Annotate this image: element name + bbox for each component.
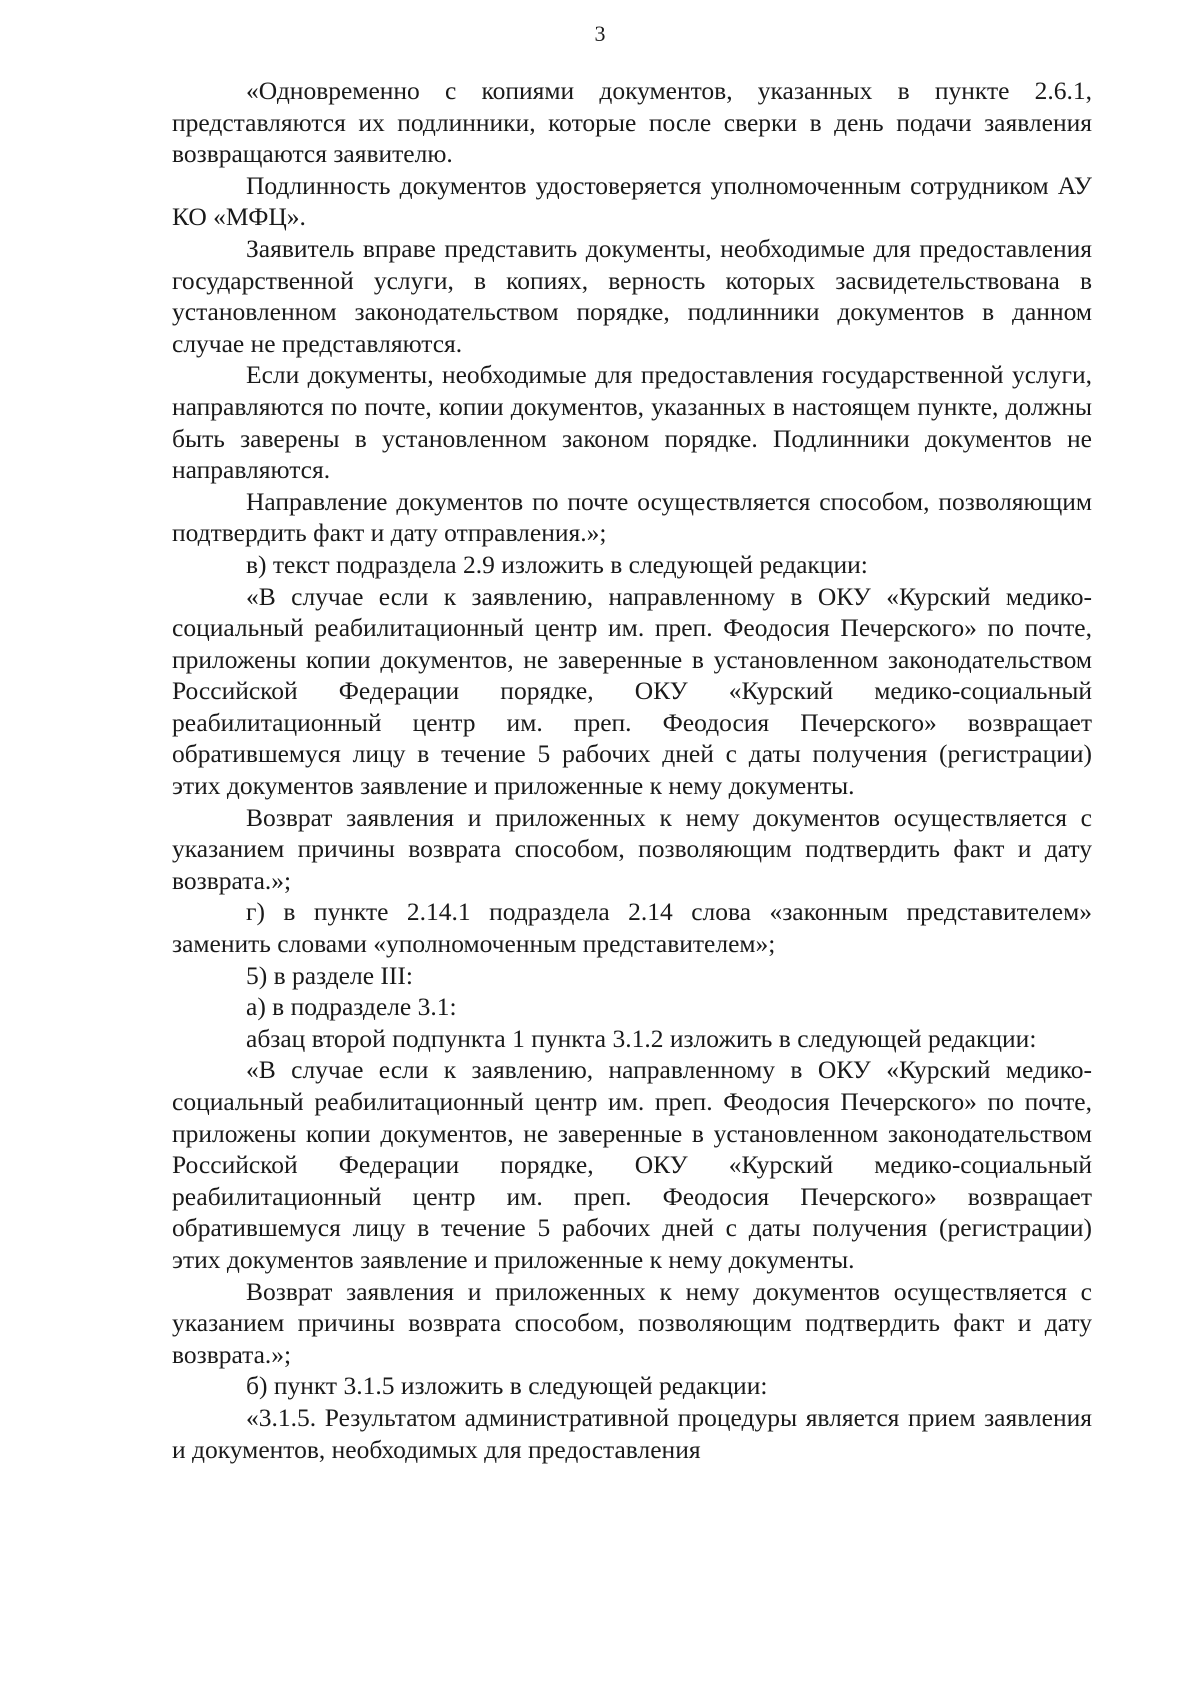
paragraph: Направление документов по почте осуществляется способом, позволяющим подтвердить факт и дату отправления.»; [172,486,1092,548]
paragraph: а) в подразделе 3.1: [246,992,457,1022]
paragraph: 5) в разделе III: [246,960,413,990]
document-body [172,75,1092,1465]
paragraph: «Одновременно с копиями документов, указанных в пункте 2.6.1, представляются их подлинники, которые после сверки в день подачи заявления возвращаются заявителю. [172,76,1092,169]
paragraph: «В случае если к заявлению, направленному в ОКУ «Курский медико-социальный реабилитационный центр им. преп. Феодосия Печерского» по почте, приложены копии документов, не заверенные в установленном законодательством Российской Федерации порядке, ОКУ «Курский медико-социальный реабилитационный центр им. преп. Феодосия Печерского» возвращает обратившемуся лицу в течение 5 рабочих дней с даты получения (регистрации) этих документов заявление и приложенные к нему документы. [172,1055,1092,1274]
paragraph: Подлинность документов удостоверяется уполномоченным сотрудником АУ КО «МФЦ». [172,170,1092,232]
page-number: 3 [594,21,606,46]
paragraph: Возврат заявления и приложенных к нему документов осуществляется с указанием причины возврата способом, позволяющим подтвердить факт и дату возврата.»; [172,1276,1092,1369]
paragraph: г) в пункте 2.14.1 подраздела 2.14 слова «законным представителем» заменить словами «уполномоченным представителем»; [172,897,1092,959]
paragraph: Если документы, необходимые для предоставления государственной услуги, направляются по почте, копии документов, указанных в настоящем пункте, должны быть заверены в установленном законом порядке. Подлинники документов не направляются. [172,360,1092,485]
paragraph: в) текст подраздела 2.9 изложить в следующей редакции: [246,549,868,579]
paragraph: абзац второй подпункта 1 пункта 3.1.2 изложить в следующей редакции: [246,1023,1037,1053]
paragraph: Заявитель вправе представить документы, необходимые для предоставления государственной услуги, в копиях, верность которых засвидетельствована в установленном законодательством порядке, подлинники документов в данном случае не представляются. [172,233,1092,358]
paragraph: б) пункт 3.1.5 изложить в следующей редакции: [246,1371,768,1401]
paragraph: «В случае если к заявлению, направленному в ОКУ «Курский медико-социальный реабилитационный центр им. преп. Феодосия Печерского» по почте, приложены копии документов, не заверенные в установленном законодательством Российской Федерации порядке, ОКУ «Курский медико-социальный реабилитационный центр им. преп. Феодосия Печерского» возвращает обратившемуся лицу в течение 5 рабочих дней с даты получения (регистрации) этих документов заявление и приложенные к нему документы. [172,581,1092,801]
paragraph: «3.1.5. Результатом административной процедуры является прием заявления и документов, необходимых для предоставления [172,1402,1092,1464]
paragraph: Возврат заявления и приложенных к нему документов осуществляется с указанием причины возврата способом, позволяющим подтвердить факт и дату возврата.»; [172,802,1092,895]
